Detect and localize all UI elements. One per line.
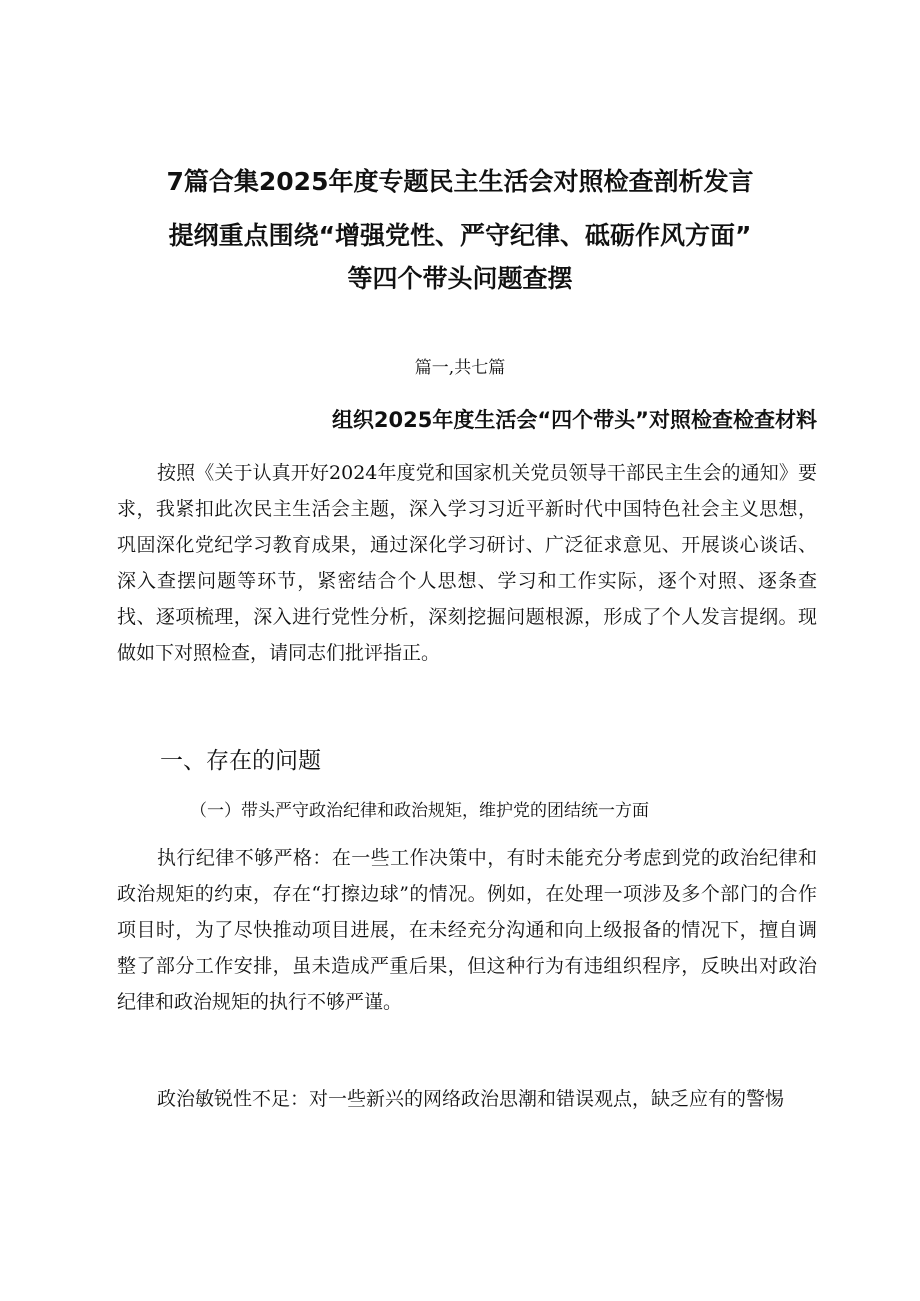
document-title-line-2: 提纲重点围绕“增强党性、严守纪律、砥砺作风方面” <box>168 221 752 250</box>
section-heading: 一、存在的问题 <box>160 748 321 774</box>
part-label: 篇一,共七篇 <box>414 358 506 378</box>
paragraph-discipline: 执行纪律不够严格：在一些工作决策中，有时未能充分考虑到党的政治纪律和政治规矩的约束，存在“打擦边球”的情况。例如，在处理一项涉及多个部门的合作项目时，为了尽快推动项目进展，在未经充分沟通和向上级报备的情况下，擅自调整了部分工作安排，虽未造成严重后果，但这种行为有违组织程序，反映出对政治纪律和政治规矩的执行不够严谨。 <box>117 847 817 1013</box>
document-title-line-1: 7篇合集2025年度专题民主生活会对照检查剖析发言 <box>166 167 754 196</box>
subsection-heading: （一）带头严守政治纪律和政治规矩，维护党的团结统一方面 <box>190 801 649 821</box>
document-title-line-3: 等四个带头问题查摆 <box>347 264 573 293</box>
paragraph-sensitivity: 政治敏锐性不足：对一些新兴的网络政治思潮和错误观点，缺乏应有的警惕 <box>157 1088 785 1110</box>
intro-paragraph: 按照《关于认真开好2024年度党和国家机关党员领导干部民主生会的通知》要求，我紧扣此次民主生活会主题，深入学习习近平新时代中国特色社会主义思想，巩固深化党纪学习教育成果，通过深化学习研讨、广泛征求意见、开展谈心谈话、深入查摆问题等环节，紧密结合个人思想、学习和工作实际，逐个对照、逐条查找、逐项梳理，深入进行党性分析，深刻挖掘问题根源，形成了个人发言提纲。现做如下对照检查，请同志们批评指正。 <box>117 462 817 664</box>
article-title: 组织2025年度生活会“四个带头”对照检查检查材料 <box>331 408 817 432</box>
